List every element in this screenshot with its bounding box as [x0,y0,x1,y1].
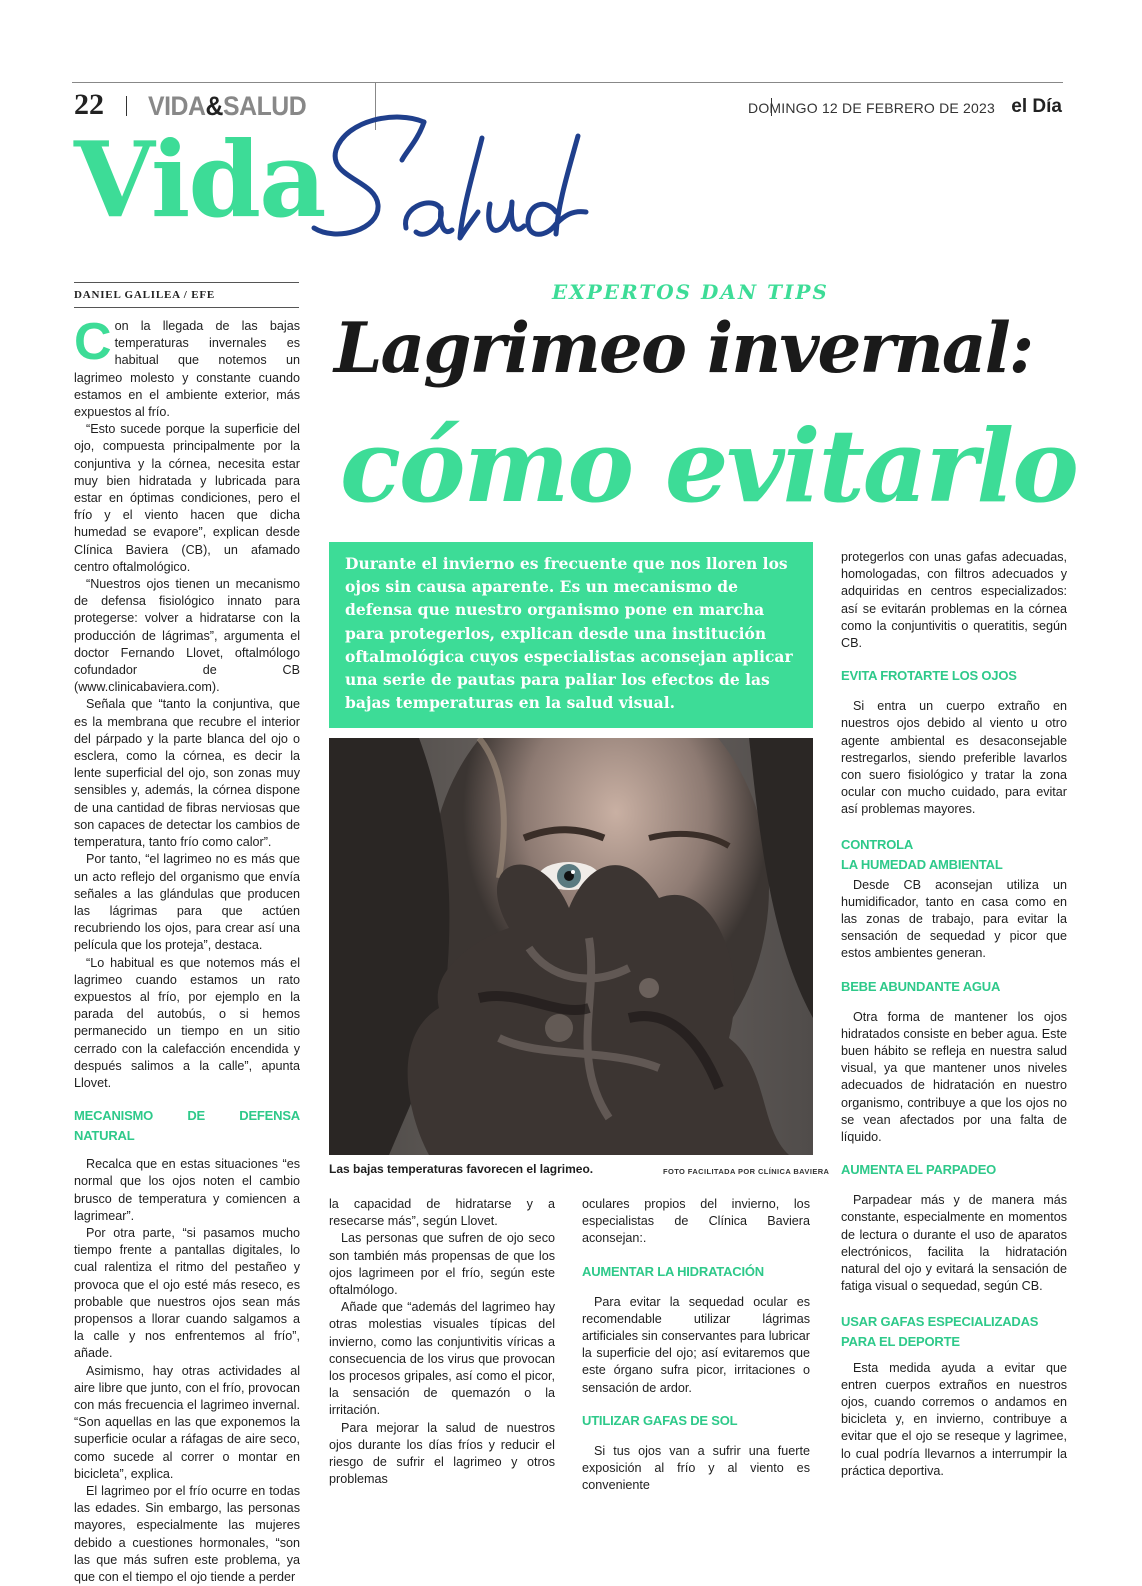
paragraph: Parpadear más y de manera más constante, especialmente en momentos de lectura o durante el uso de aparatos electrónicos, facilita la hidratación natural del ojo y evitará la sensación de fatiga visual o sequedad, según CB. [841,1193,1067,1294]
photo-caption: Las bajas temperaturas favorecen el lagrimeo. [329,1162,594,1176]
paragraph-text: on la llegada de las bajas temperaturas invernales es habitual que notemos un lagrimeo molesto y constante cuando estamos en el ambiente exterior, más expuestos al frío. [74,319,300,420]
paragraph: Por tanto, “el lagrimeo no es más que un acto reflejo del organismo que envía señales a las glándulas que producen las lágrimas para que actúen recubriendo los ojos, para crear así una película que los proteja”, destaca. [74,852,300,953]
paragraph: Para mejorar la salud de nuestros ojos durante los días fríos y reducir el riesgo de sufrir el lagrimeo y otros problemas [329,1420,555,1487]
header-rule [72,82,1063,83]
paragraph: Esta medida ayuda a evitar que entren cuerpos extraños en nuestros ojos, cuando corremos o andamos en bicicleta y, en invierno, contribuye a evitar que el ojo se reseque y lagrimee, lo cual podría llevarnos a interrumpir la práctica deportiva. [841,1360,1067,1478]
paragraph: protegerlos con unas gafas adecuadas, homologadas, con filtros adecuados y adquiridas en centros especializados: así se evitarán problemas en la córnea como la conjuntivitis o queratitis, según CB. [841,550,1067,651]
masthead-vida: Vida [74,118,325,241]
subheading: AUMENTA EL PARPADEO [841,1162,997,1178]
paragraph: Las personas que sufren de ojo seco son también más propensas de que los ojos lagrimeen por el frío, según este oftalmólogo. [329,1231,555,1298]
article-photo [329,738,813,1155]
masthead-salud-script-logo [306,100,606,260]
paragraph: Para evitar la sequedad ocular es recomendable utilizar lágrimas artificiales sin conservantes para lubricar la superficie del ojo; así evitaremos que este órgano sufra picor, irritaciones o sensación de ardor. [582,1294,810,1395]
woman-with-bark-photo [329,738,813,1155]
byline: DANIEL GALILEA / EFE [74,289,216,301]
subheading: MECANISMO DE DEFENSA NATURAL [74,1108,300,1144]
paragraph: Recalca que en estas situaciones “es normal que los ojos noten el cambio brusco de temperatura y comiencen a lagrimear”. [74,1157,300,1223]
newspaper-logo: el Día [1011,96,1062,117]
paragraph: Señala que “tanto la conjuntiva, que es la membrana que recubre el interior del párpado y la parte blanca del ojo o esclera, como la córnea, es decir la lente superficial del ojo, son zonas muy sensibles y, además, la córnea dispone de una cantidad de fibras nerviosas que son capaces de detectar los cambios de temperatura, tanto frío como calor”. [74,697,300,850]
subheading: LA HUMEDAD AMBIENTAL [841,856,1003,872]
section-name-a: VIDA [148,91,206,121]
headline-line-2: cómo evitarlo [340,407,1077,525]
paragraph: Por otra parte, “si pasamos mucho tiempo frente a pantallas digitales, lo cual ralentiza el ritmo del pestañeo y provoca que el ojo esté más reseco, es probable que nuestros ojos sean más propensos a llorar cuando salgamos a la calle y nos enfrentemos al frío”, añade. [74,1225,300,1361]
paragraph: Asimismo, hay otras actividades al aire libre que junto, con el frío, provocan con más frecuencia el lagrimeo invernal. “Son aquellas en las que exponemos la superficie ocular a ráfagas de aire seco, como sucede al correr o montar en bicicleta”, explica. [74,1363,300,1481]
paragraph: “Esto sucede porque la superficie del ojo, compuesta principalmente por la conjuntiva y la córnea, necesita estar muy bien hidratada y lubricada para estar en óptimas condiciones, pero el frío y el viento hacen que dicha humedad se evapore”, explican desde Clínica Baviera (CB), un afamado centro oftalmológico. [74,422,300,574]
paragraph: El lagrimeo por el frío ocurre en todas las edades. Sin embargo, las personas mayores, especialmente las mujeres debido a cuestiones hormonales, “son las que más sufren este problema, ya que con el tiempo el ojo tiende a perder [74,1484,300,1585]
article-column-3 [582,1196,810,1494]
section-name-b: SALUD [222,91,307,121]
subheading: USAR GAFAS ESPECIALIZADAS [841,1313,1039,1329]
article-column-1 [74,313,300,1586]
lead-text: Durante el invierno es frecuente que nos lloren los ojos sin causa aparente. Es un mecanismo de defensa que nuestro organismo pone en marcha para protegerlos, explican desde una institución oftalmológica cuyos especialistas aconsejan aplicar una serie de pautas para paliar los efectos de las bajas temperaturas en la salud visual. [345,554,793,713]
paragraph: Otra forma de mantener los ojos hidratados consiste en beber agua. Este buen hábito se refleja en nuestra salud visual, ya que mantener unos niveles adecuados de hidratación en nuestro organismo, contribuye a que los ojos no se vean afectados por una falta de líquido. [841,1009,1067,1145]
headline-line-1: Lagrimeo invernal: [334,308,1033,389]
drop-cap: C [74,313,112,371]
paragraph: Si tus ojos van a sufrir una fuerte exposición al frío y al viento es conveniente [582,1443,810,1493]
paragraph: “Lo habitual es que notemos más el lagrimeo cuando estamos un rato expuestos al frío, por ejemplo en la parada del autobús, o si hemos permanecido un tiempo en un sitio cerrado con la calefacción encendida y después salimos a la calle”, apunta Llovet. [74,955,300,1090]
paragraph: Si entra un cuerpo extraño en nuestros ojos debido al viento u otro agente ambiental es desaconsejable restregarlos, siendo preferible lavarlos con suero fisiológico y tratar la zona ocular con mucho cuidado, para evitar así problemas mayores. [841,699,1067,817]
subheading: BEBE ABUNDANTE AGUA [841,978,1001,994]
byline-rule-top [74,282,299,283]
issue-date: DOMINGO 12 DE FEBRERO DE 2023 [748,100,995,116]
paragraph: “Nuestros ojos tienen un mecanismo de defensa fisiológico innato para protegerse: volver a hidratarse con la producción de lágrimas”, argumenta el doctor Fernando Llovet, oftalmólogo cofundador de CB (www.clinicabaviera.com). [74,577,300,695]
subheading: AUMENTAR LA HIDRATACIÓN [582,1263,764,1279]
paragraph: Añade que “además del lagrimeo hay otras molestias visuales típicas del invierno, como las conjuntivitis víricas a consecuencia de los virus que provocan los procesos gripales, así como el picor, la sensación de quemazón o la irritación. [329,1300,555,1418]
paragraph: la capacidad de hidratarse y a resecarse más”, según Llovet. [329,1197,555,1229]
subheading: UTILIZAR GAFAS DE SOL [582,1412,738,1428]
photo-credit: FOTO FACILITADA POR CLÍNICA BAVIERA [663,1167,830,1176]
page-number: 22 [74,88,104,121]
kicker: EXPERTOS DAN TIPS [552,280,829,304]
article-column-4 [841,549,1067,1480]
subheading: CONTROLA [841,836,914,852]
byline-rule-bottom [74,307,299,308]
paragraph: oculares propios del invierno, los especialistas de Clínica Baviera aconsejan:. [582,1197,810,1246]
article-column-2 [329,1196,555,1488]
section-name-amp: & [205,91,223,121]
subheading: EVITA FROTARTE LOS OJOS [841,668,1017,684]
header-separator [126,96,127,116]
subheading: PARA EL DEPORTE [841,1333,960,1349]
paragraph [74,313,300,421]
paragraph: Desde CB aconsejan utiliza un humidificador, tanto en casa como en las zonas de trabajo, para evitar la sensación de sequedad y picor que estos ambientes generan. [841,877,1067,961]
lead-box [329,542,813,728]
